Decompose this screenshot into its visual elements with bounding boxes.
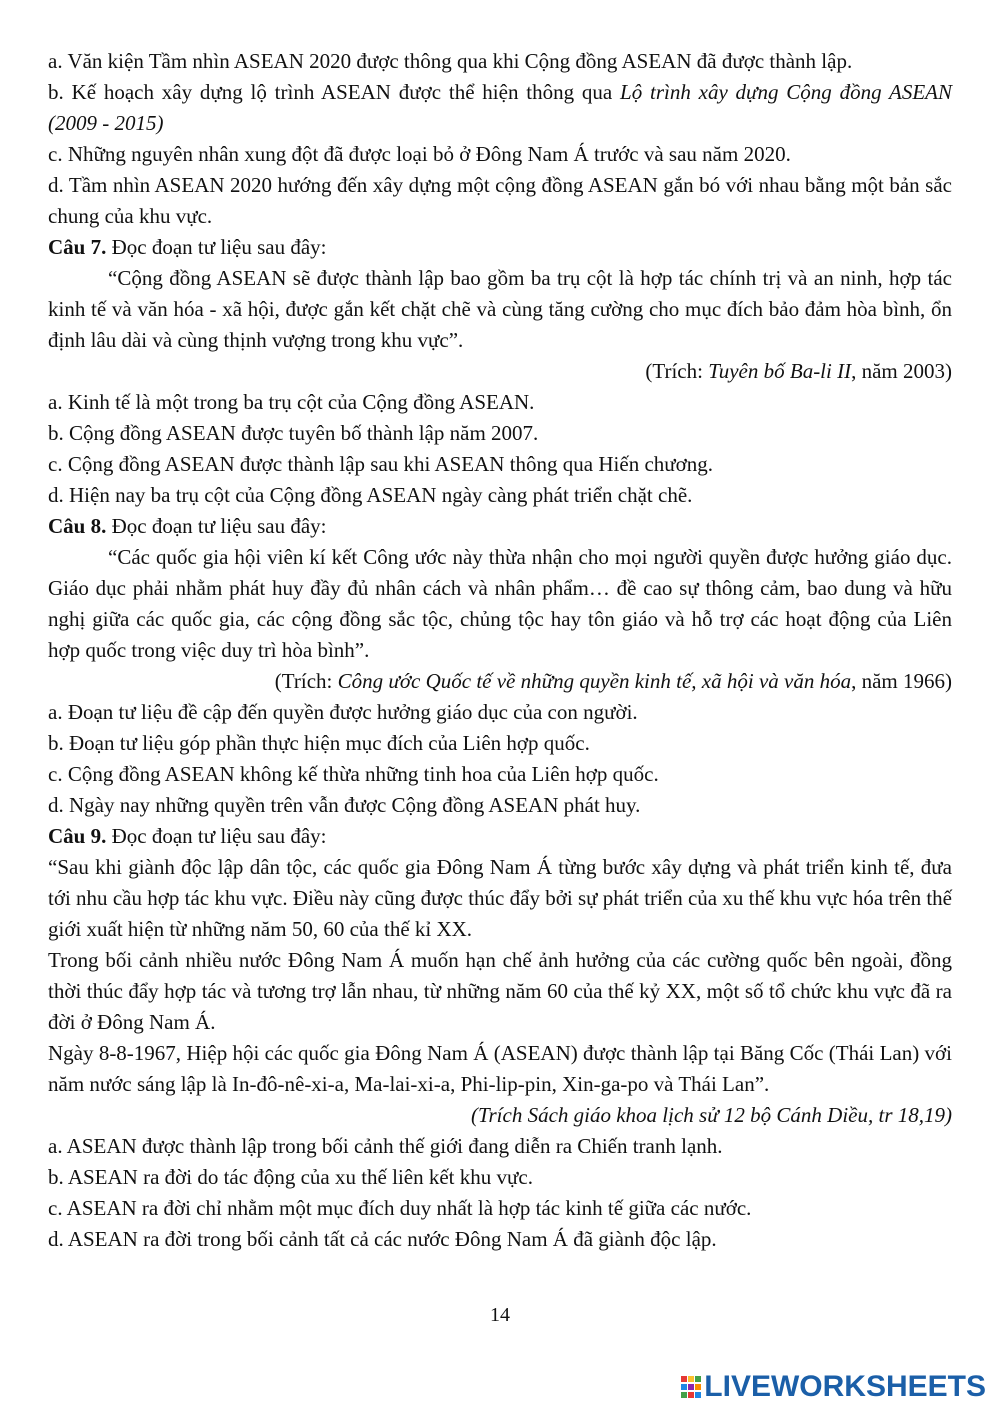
liveworksheets-grid-icon xyxy=(680,1374,702,1400)
q9-paragraph-2: Trong bối cảnh nhiều nước Đông Nam Á muốn hạn chế ảnh hưởng của các cường quốc bên ngoài, đồng thời thúc đẩy hợp tác và tương trợ lẫn nhau, từ những năm 60 của thế kỷ XX, một số tổ chức khu vực đã ra đời ở Đông Nam Á. xyxy=(48,948,952,1034)
q7-heading xyxy=(48,232,952,263)
liveworksheets-wordmark: LIVEWORKSHEETS xyxy=(704,1370,986,1403)
q8-source-post: , năm 1966) xyxy=(851,669,952,693)
q8-option-a: a. Đoạn tư liệu đề cập đến quyền được hưởng giáo dục của con người. xyxy=(48,700,638,724)
q7-option-b: b. Cộng đồng ASEAN được tuyên bố thành lập năm 2007. xyxy=(48,421,539,445)
q9-option-b: b. ASEAN ra đời do tác động của xu thế liên kết khu vực. xyxy=(48,1165,533,1189)
q7-quote: “Cộng đồng ASEAN sẽ được thành lập bao gồm ba trụ cột là hợp tác chính trị và an ninh, hợp tác kinh tế và văn hóa - xã hội, được gắn kết chặt chẽ và cùng tăng cường cho mục đích bảo đảm hòa bình, ổn định lâu dài và cùng thịnh vượng trong khu vực”. xyxy=(48,266,952,352)
q7-label: Câu 7. xyxy=(48,235,107,259)
page-number: 14 xyxy=(490,1304,510,1326)
q6-option-b-italic: Lộ trình xây dựng Cộng đồng ASEAN (2009 - 2015) xyxy=(48,80,953,135)
q6-option-b-text: b. Kế hoạch xây dựng lộ trình ASEAN được thể hiện thông qua xyxy=(48,80,621,104)
q8-option-d: d. Ngày nay những quyền trên vẫn được Cộng đồng ASEAN phát huy. xyxy=(48,793,641,817)
q8-quote: “Các quốc gia hội viên kí kết Công ước này thừa nhận cho mọi người quyền được hưởng giáo dục. Giáo dục phải nhằm phát huy đầy đủ nhân cách và nhân phẩm… đề cao sự thông cảm, bao dung và hữu nghị giữa các quốc gia, các cộng đồng sắc tộc, chủng tộc hay tôn giáo và hỗ trợ các hoạt động của Liên hợp quốc trong việc duy trì hòa bình”. xyxy=(48,545,952,662)
q8-label: Câu 8. xyxy=(48,514,107,538)
q9-prompt: Đọc đoạn tư liệu sau đây: xyxy=(106,824,327,848)
q6-option-c: c. Những nguyên nhân xung đột đã được loại bỏ ở Đông Nam Á trước và sau năm 2020. xyxy=(48,142,791,166)
q7-option-c: c. Cộng đồng ASEAN được thành lập sau khi ASEAN thông qua Hiến chương. xyxy=(48,452,713,476)
q6-option-d: d. Tầm nhìn ASEAN 2020 hướng đến xây dựng một cộng đồng ASEAN gắn bó với nhau bằng một bản sắc chung của khu vực. xyxy=(48,173,952,228)
liveworksheets-logo xyxy=(680,1370,986,1404)
q7-source xyxy=(48,356,952,387)
q7-prompt: Đọc đoạn tư liệu sau đây: xyxy=(106,235,327,259)
q9-paragraph-1: “Sau khi giành độc lập dân tộc, các quốc gia Đông Nam Á từng bước xây dựng và phát triển kinh tế, đưa tới nhu cầu hợp tác khu vực. Điều này cũng được thúc đẩy bởi sự phát triển của xu thế khu vực hóa trên thế giới xuất hiện từ những năm 50, 60 của thế kỉ XX. xyxy=(48,855,952,941)
q8-prompt: Đọc đoạn tư liệu sau đây: xyxy=(106,514,327,538)
q7-option-d: d. Hiện nay ba trụ cột của Cộng đồng ASEAN ngày càng phát triển chặt chẽ. xyxy=(48,483,693,507)
q9-heading xyxy=(48,821,952,852)
q8-source-italic: Công ước Quốc tế về những quyền kinh tế, xã hội và văn hóa xyxy=(337,669,852,693)
q8-source-pre: (Trích: xyxy=(274,669,338,693)
q7-source-post: , năm 2003) xyxy=(851,359,952,383)
q8-option-c: c. Cộng đồng ASEAN không kế thừa những tinh hoa của Liên hợp quốc. xyxy=(48,762,659,786)
q9-option-a: a. ASEAN được thành lập trong bối cảnh thế giới đang diễn ra Chiến tranh lạnh. xyxy=(48,1134,723,1158)
q8-option-b: b. Đoạn tư liệu góp phần thực hiện mục đích của Liên hợp quốc. xyxy=(48,731,590,755)
q7-source-italic: Tuyên bố Ba-li II xyxy=(708,359,852,383)
q9-label: Câu 9. xyxy=(48,824,107,848)
q8-heading xyxy=(48,511,952,542)
q7-option-a: a. Kinh tế là một trong ba trụ cột của Cộng đồng ASEAN. xyxy=(48,390,535,414)
q7-source-pre: (Trích: xyxy=(645,359,709,383)
q6-option-a: a. Văn kiện Tầm nhìn ASEAN 2020 được thông qua khi Cộng đồng ASEAN đã được thành lập. xyxy=(48,49,853,73)
q9-source xyxy=(48,1100,952,1131)
document-page xyxy=(48,46,952,1255)
q6-option-b xyxy=(48,77,952,139)
q9-option-c: c. ASEAN ra đời chỉ nhằm một mục đích duy nhất là hợp tác kinh tế giữa các nước. xyxy=(48,1196,752,1220)
q9-option-d: d. ASEAN ra đời trong bối cảnh tất cả các nước Đông Nam Á đã giành độc lập. xyxy=(48,1227,717,1251)
q8-source xyxy=(48,666,952,697)
q9-source-italic: (Trích Sách giáo khoa lịch sử 12 bộ Cánh Diều, tr 18,19) xyxy=(470,1103,952,1127)
q9-paragraph-3: Ngày 8-8-1967, Hiệp hội các quốc gia Đông Nam Á (ASEAN) được thành lập tại Băng Cốc (Thái Lan) với năm nước sáng lập là In-đô-nê-xi-a, Ma-lai-xi-a, Phi-lip-pin, Xin-ga-po và Thái Lan”. xyxy=(48,1041,952,1096)
